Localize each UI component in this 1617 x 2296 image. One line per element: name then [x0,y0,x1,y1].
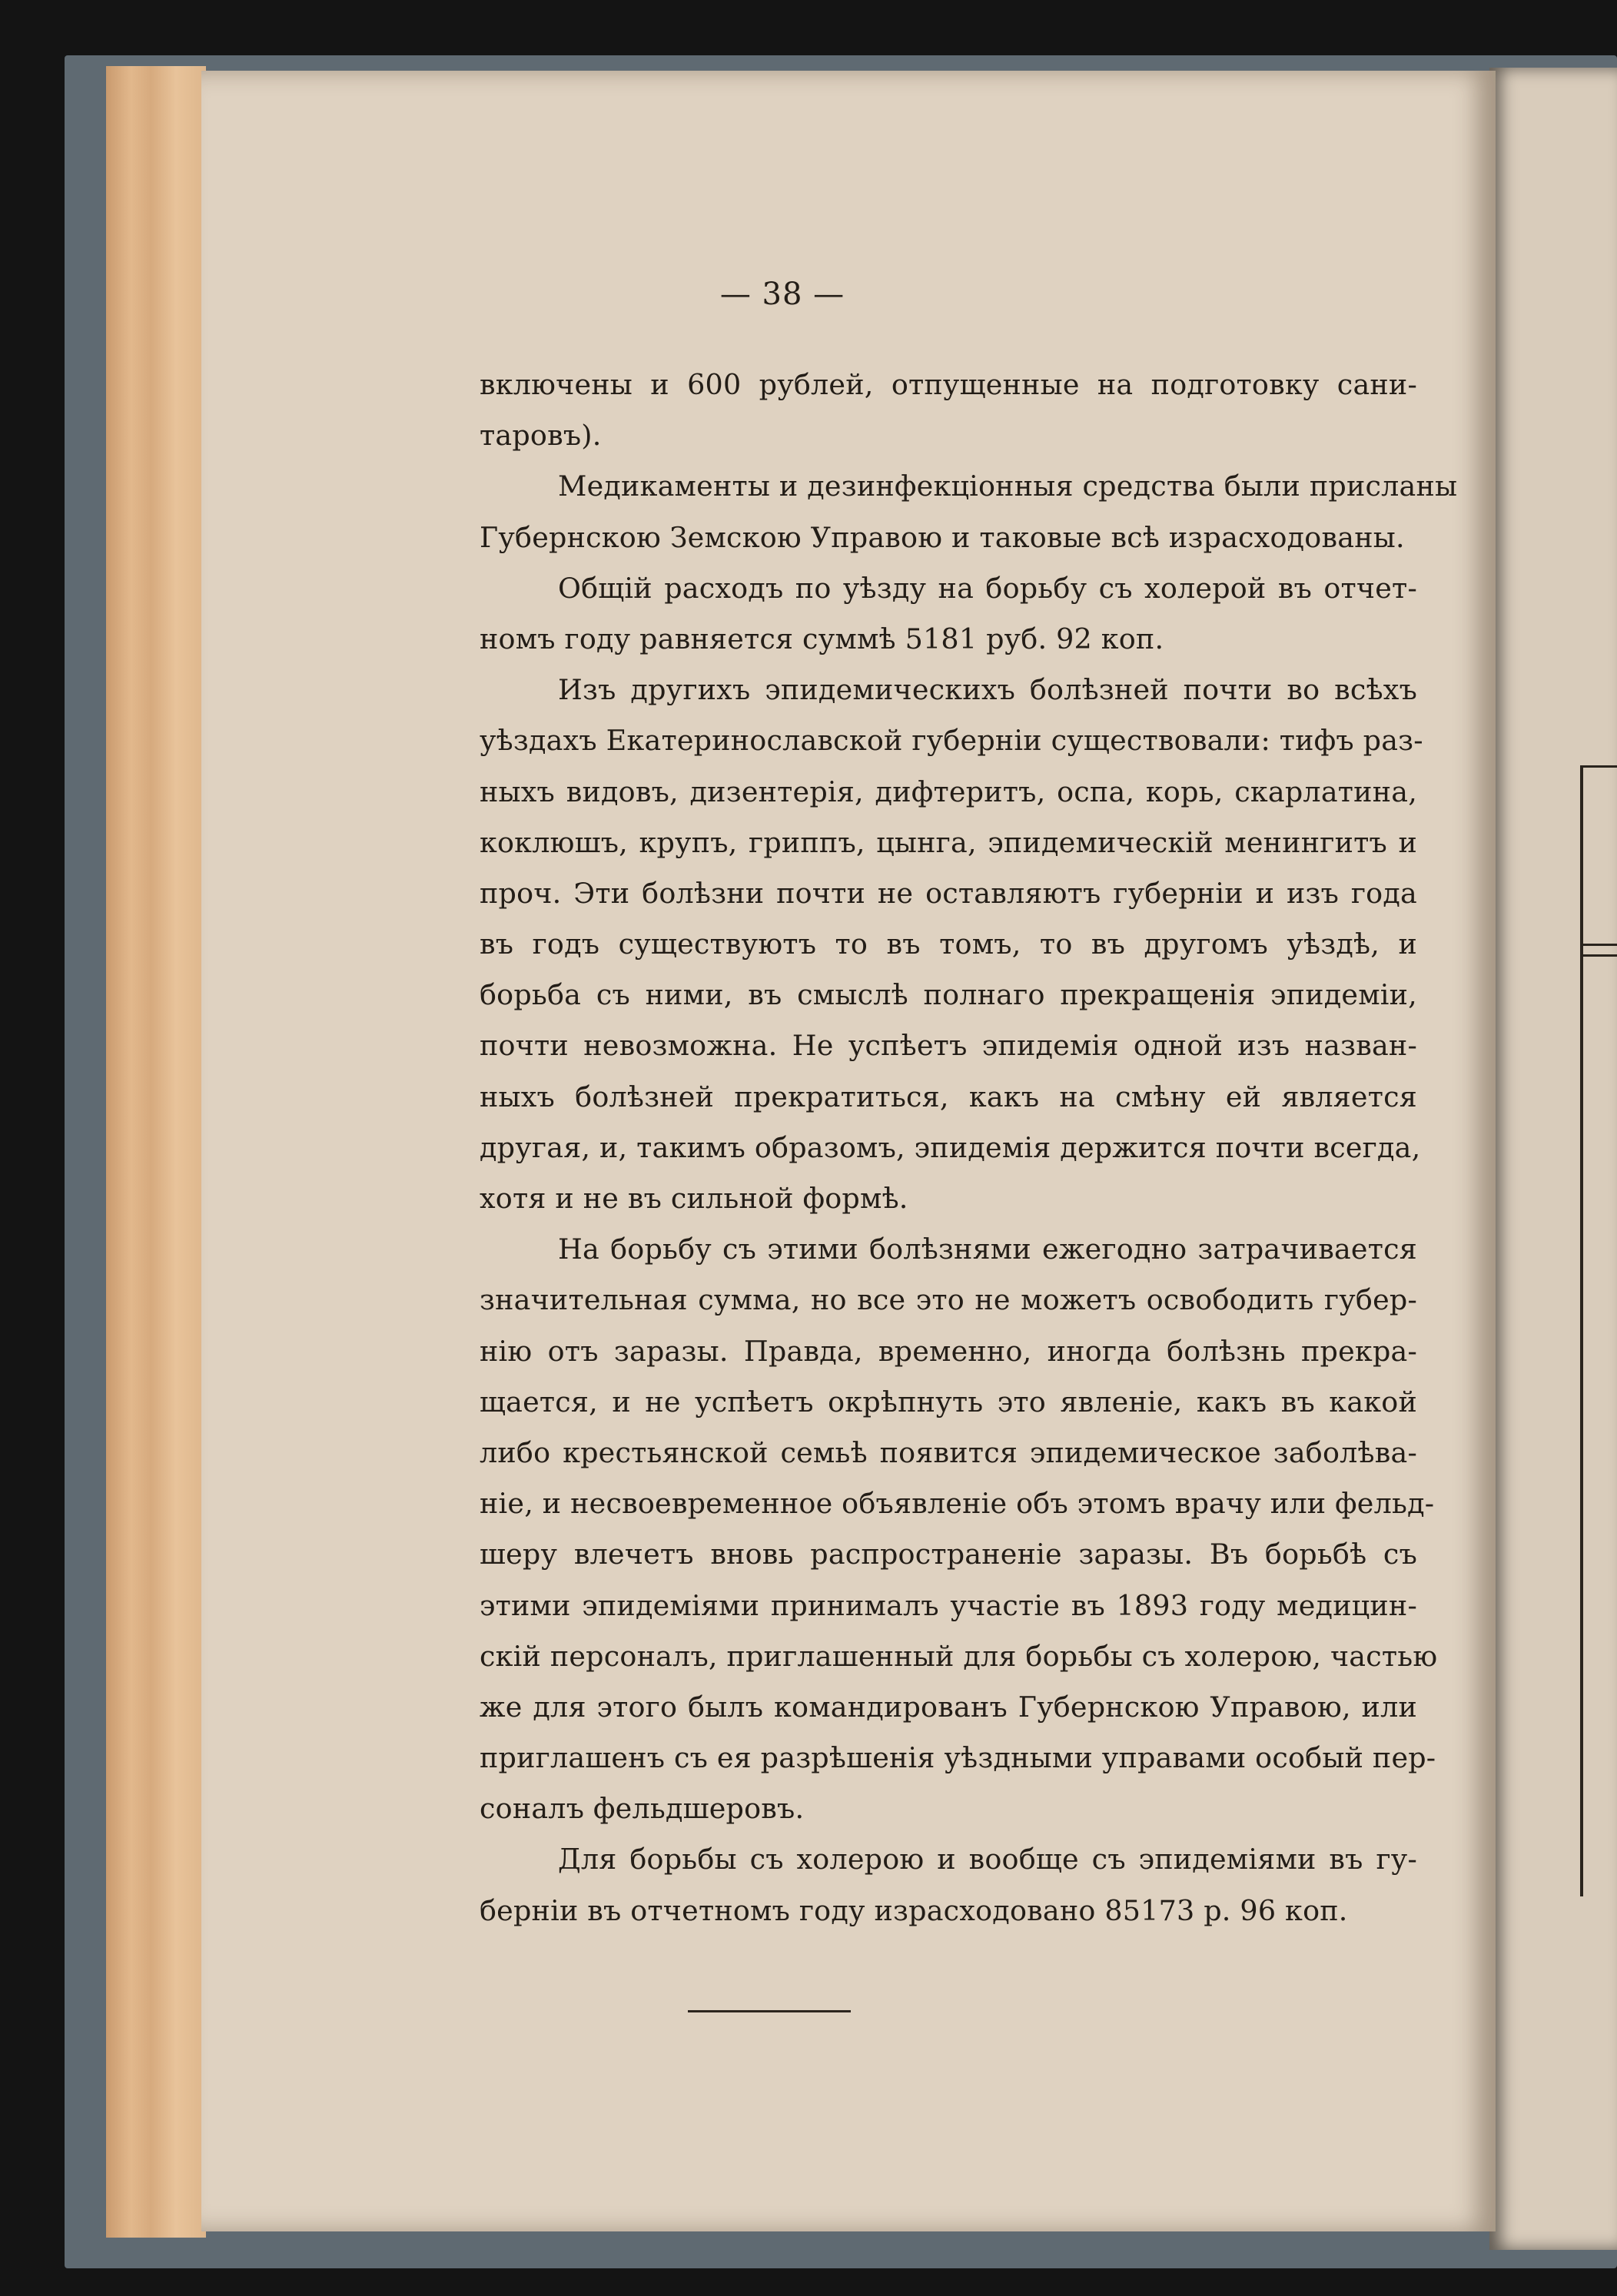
text-line: Изъ другихъ эпидемическихъ болѣзней почти во всѣхъ [558,673,1417,707]
facing-page-rule [1582,954,1617,957]
facing-page-rule [1582,944,1617,946]
facing-page-rule [1580,765,1583,1896]
text-line: ніе, и несвоевременное объявленіе объ этомъ врачу или фельд- [480,1487,1435,1521]
text-line: коклюшъ, крупъ, гриппъ, цынга, эпидемическій менингитъ и [480,825,1417,859]
body-text [480,360,1458,1936]
page-block-edges [106,66,206,2238]
text-line: скій персоналъ, приглашенный для борьбы съ холерою, частью [480,1639,1438,1673]
text-line: проч. Эти болѣзни почти не оставляютъ губерніи и изъ года [480,876,1417,910]
text-line: Губернскою Земскою Управою и таковые всѣ израсходованы. [480,520,1405,554]
facing-page-rule [1582,765,1617,768]
text-line: почти невозможна. Не успѣетъ эпидемія одной изъ назван- [480,1029,1417,1063]
text-line: ныхъ видовъ, дизентерія, дифтеритъ, оспа, корь, скарлатина, [480,775,1417,808]
text-line: хотя и не въ сильной формѣ. [480,1182,908,1215]
text-line: же для этого былъ командированъ Губернскою Управою, или [480,1690,1417,1724]
text-line: другая, и, такимъ образомъ, эпидемія держится почти всегда, [480,1130,1421,1164]
text-line: соналъ фельдшеровъ. [480,1792,805,1826]
text-line: Общій расходъ по уѣзду на борьбу съ холерой въ отчет- [558,571,1417,605]
page-number: — 38 — [719,277,845,312]
facing-page-edge [1489,68,1617,2250]
text-line: таровъ). [480,419,602,453]
text-line: щается, и не успѣетъ окрѣпнуть это явленіе, какъ въ какой [480,1385,1417,1418]
text-line: Для борьбы съ холерою и вообще съ эпидеміями въ гу- [558,1843,1417,1876]
text-line: борьба съ ними, въ смыслѣ полнаго прекращенія эпидеміи, [480,978,1417,1012]
text-line: На борьбу съ этими болѣзнями ежегодно затрачивается [558,1233,1417,1266]
text-line: либо крестьянской семьѣ появится эпидемическое заболѣва- [480,1435,1417,1469]
text-line: этими эпидеміями принималъ участіе въ 1893 году медицин- [480,1588,1417,1622]
text-line: приглашенъ съ ея разрѣшенія уѣздными управами особый пер- [480,1741,1436,1775]
text-line: шеру влечетъ вновь распространеніе заразы. Въ борьбѣ съ [480,1538,1417,1571]
text-line: Медикаменты и дезинфекціонныя средства были присланы [558,469,1458,503]
text-line: включены и 600 рублей, отпущенные на подготовку сани- [480,368,1417,401]
text-line: нію отъ заразы. Правда, временно, иногда болѣзнь прекра- [480,1334,1417,1368]
end-rule [688,2010,851,2012]
text-line: номъ году равняется суммѣ 5181 руб. 92 коп. [480,622,1164,655]
book-page [201,71,1496,2231]
text-line: значительная сумма, но все это не можетъ освободить губер- [480,1283,1417,1317]
text-line: ныхъ болѣзней прекратиться, какъ на смѣну ей является [480,1080,1417,1113]
text-line: берніи въ отчетномъ году израсходовано 85173 р. 96 коп. [480,1893,1348,1927]
text-line: уѣздахъ Екатеринославской губерніи существовали: тифъ раз- [480,724,1423,758]
text-line: въ годъ существуютъ то въ томъ, то въ другомъ уѣздѣ, и [480,927,1417,961]
